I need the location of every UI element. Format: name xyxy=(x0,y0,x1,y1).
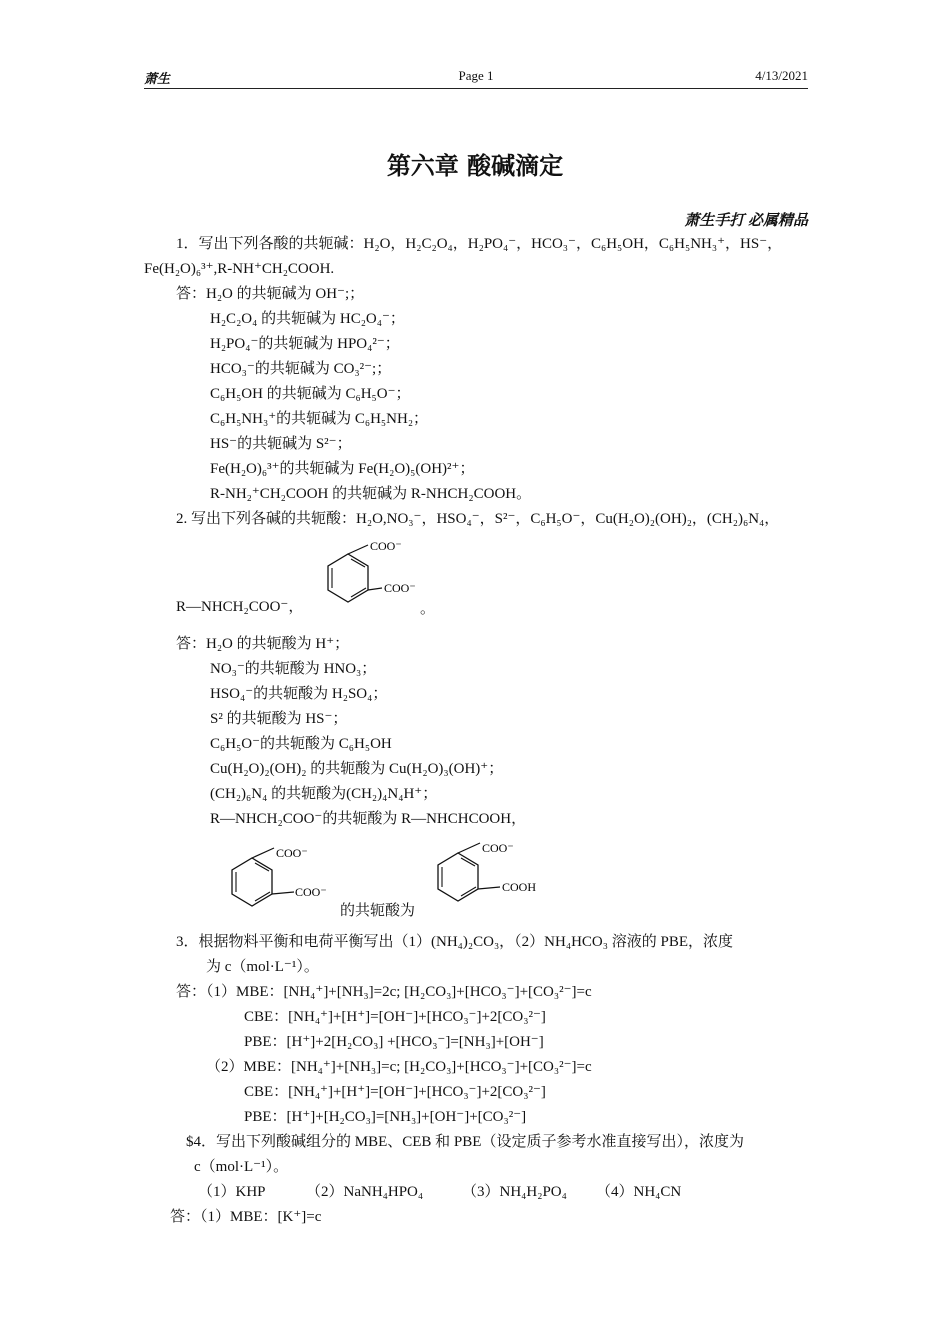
header-page-number: Page 1 xyxy=(458,68,494,83)
q3-answer-line: （2）MBE：[NH₄⁺]+[NH₃]=c; [H₂CO₃]+[HCO₃⁻]+[CO₃²⁻]=c xyxy=(206,1059,592,1075)
q4-answer-line: 答：（1）MBE：[K⁺]=c xyxy=(170,1209,322,1225)
struct-label: COO⁻ xyxy=(370,540,402,553)
q1-answer-line: HS⁻的共轭碱为 S²⁻； xyxy=(210,436,352,452)
phthalate-structure xyxy=(310,540,430,620)
q3-answer-line: 答：（1）MBE：[NH₄⁺]+[NH₃]=2c; [H₂CO₃]+[HCO₃⁻]+[CO₃²⁻]=c xyxy=(176,984,592,1000)
q4-item: （3）NH₄H₂PO₄ xyxy=(462,1184,567,1200)
q2-answer-line: Cu(H₂O)₂(OH)₂ 的共轭酸为 Cu(H₂O)₃(OH)⁺； xyxy=(210,761,504,777)
header-date: 4/13/2021 xyxy=(755,68,808,83)
q2-answer-line: C₆H₅O⁻的共轭酸为 C₆H₅OH xyxy=(210,736,392,752)
q2-answer-line: R—NHCH₂COO⁻的共轭酸为 R—NHCHCOOH， xyxy=(210,811,527,827)
byline: 萧生手打 必属精品 xyxy=(684,213,808,229)
q2-answer-line: 答：H₂O 的共轭酸为 H⁺； xyxy=(176,636,350,652)
q4-item: （4）NH₄CN xyxy=(596,1184,682,1200)
q1-answer-line: Fe(H₂O)₆³⁺的共轭碱为 Fe(H₂O)₅(OH)²⁺； xyxy=(210,461,475,477)
chapter-title: 第六章 酸碱滴定 xyxy=(386,152,564,180)
q2-question-line1: 2. 写出下列各碱的共轭酸：H₂O,NO₃⁻，HSO₄⁻，S²⁻，C₆H₅O⁻，Cu(H₂O)₂(OH)₂，(CH₂)₆N₄， xyxy=(176,511,780,527)
q3-question-line2: 为 c（mol·L⁻¹）。 xyxy=(206,959,319,975)
q2-answer-line: S² 的共轭酸为 HS⁻； xyxy=(210,711,348,727)
struct-label: COOH xyxy=(502,880,537,894)
q4-item: （2）NaNH₄HPO₄ xyxy=(306,1184,424,1200)
q1-answer-line: H₂PO₄⁻的共轭碱为 HPO₄²⁻； xyxy=(210,336,400,352)
q3-answer-line: CBE：[NH₄⁺]+[H⁺]=[OH⁻]+[HCO₃⁻]+2[CO₃²⁻] xyxy=(244,1084,546,1100)
q2-answer-line: (CH₂)₆N₄ 的共轭酸为(CH₂)₄N₄H⁺； xyxy=(210,786,438,802)
q1-answer-line: HCO₃⁻的共轭碱为 CO₃²⁻;； xyxy=(210,361,392,377)
struct-label: COO⁻ xyxy=(384,581,416,595)
q3-question-line1: 3．根据物料平衡和电荷平衡写出（1）(NH₄)₂CO₃，（2）NH₄HCO₃ 溶液的 PBE，浓度 xyxy=(176,934,733,950)
q4-question-line2: c（mol·L⁻¹）。 xyxy=(194,1159,289,1175)
q1-answer-line: C₆H₅OH 的共轭碱为 C₆H₅O⁻； xyxy=(210,386,411,402)
q1-question-line2: Fe(H₂O)₆³⁺,R-NH⁺CH₂COOH. xyxy=(144,261,335,277)
q2-answer-line: HSO₄⁻的共轭酸为 H₂SO₄； xyxy=(210,686,388,702)
struct-label: COO⁻ xyxy=(295,885,327,899)
q2-question-line2: R—NHCH₂COO⁻， xyxy=(176,599,304,615)
phthalate-structure-b xyxy=(422,835,562,920)
q4-question-line1: $4．写出下列酸碱组分的 MBE、CEB 和 PBE（设定质子参考水准直接写出），浓度为 xyxy=(186,1134,744,1150)
q1-answer-line: H₂C₂O₄ 的共轭碱为 HC₂O₄⁻； xyxy=(210,311,405,327)
q1-answer-line: 答：H₂O 的共轭碱为 OH⁻;； xyxy=(176,286,365,302)
struct-label: COO⁻ xyxy=(276,846,308,860)
q2-question-end: 。 xyxy=(420,601,436,617)
phthalate-structure-a xyxy=(216,840,341,925)
q1-question-line1: 1．写出下列各酸的共轭碱：H₂O，H₂C₂O₄，H₂PO₄⁻，HCO₃⁻，C₆H₅OH，C₆H₅NH₃⁺，HS⁻， xyxy=(176,236,783,252)
q1-answer-line: R-NH₂⁺CH₂COOH 的共轭碱为 R-NHCH₂COOH。 xyxy=(210,486,532,502)
q3-answer-line: PBE：[H⁺]+2[H₂CO₃] +[HCO₃⁻]=[NH₃]+[OH⁻] xyxy=(244,1034,544,1050)
struct-conjugate-text: 的共轭酸为 xyxy=(340,903,416,919)
struct-label: COO⁻ xyxy=(482,841,514,855)
header-author: 萧生 xyxy=(144,71,171,86)
q4-item: （1）KHP xyxy=(198,1184,266,1200)
q3-answer-line: PBE：[H⁺]+[H₂CO₃]=[NH₃]+[OH⁻]+[CO₃²⁻] xyxy=(244,1109,527,1125)
q2-answer-line: NO₃⁻的共轭酸为 HNO₃； xyxy=(210,661,377,677)
q3-answer-line: CBE：[NH₄⁺]+[H⁺]=[OH⁻]+[HCO₃⁻]+2[CO₃²⁻] xyxy=(244,1009,546,1025)
page-header xyxy=(144,68,808,89)
q1-answer-line: C₆H₅NH₃⁺的共轭碱为 C₆H₅NH₂； xyxy=(210,411,429,427)
